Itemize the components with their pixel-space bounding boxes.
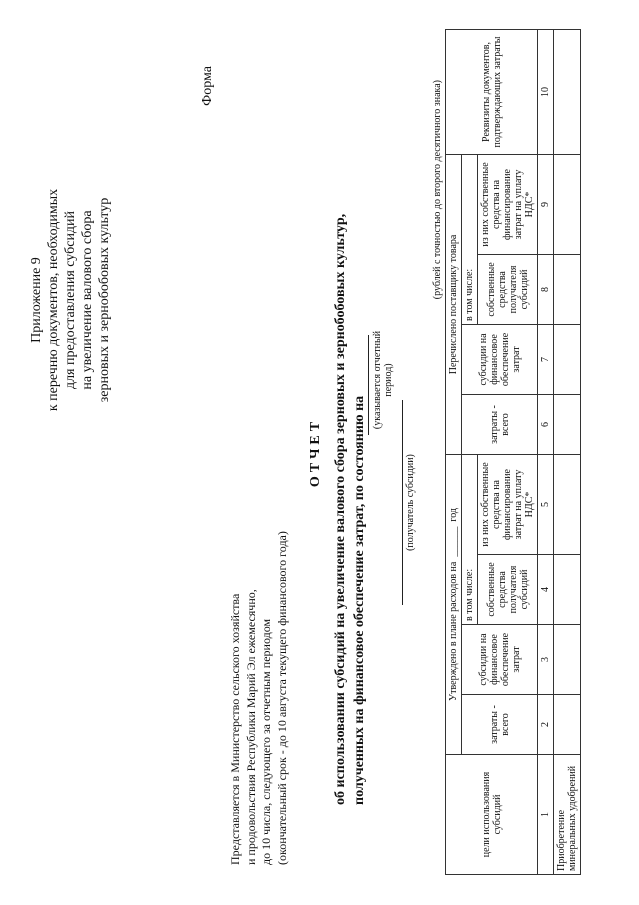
column-number: 10 xyxy=(538,29,554,154)
column-numbers-row xyxy=(538,29,554,874)
submission-line: Представляется в Министерство сельского хозяйства xyxy=(228,593,242,865)
period-fill-line[interactable] xyxy=(368,335,369,435)
column-number: 7 xyxy=(538,324,554,394)
appendix-line: для предоставления субсидий xyxy=(63,210,78,390)
header-row-2 xyxy=(462,29,478,874)
table-cell[interactable] xyxy=(554,625,581,695)
column-number: 1 xyxy=(538,755,554,875)
appendix-line: к перечню документов, необходимых xyxy=(46,188,61,412)
header-vat-paid: из них собственные средства на финансирование затрат на уплату НДС* xyxy=(478,154,538,254)
column-number: 6 xyxy=(538,394,554,454)
header-own-paid: собственные средства получателя субсидий xyxy=(478,254,538,324)
table-cell[interactable] xyxy=(554,324,581,394)
column-number: 8 xyxy=(538,254,554,324)
header-subsidy-paid: субсидии на финансовое обеспечение затрат xyxy=(462,324,538,394)
table-cell[interactable] xyxy=(554,254,581,324)
period-hint: (указывается отчетный период) xyxy=(372,330,394,430)
header-total-plan: затраты - всего xyxy=(462,695,538,755)
table-cell[interactable] xyxy=(554,29,581,154)
report-title: ОТЧЕТ xyxy=(308,417,323,488)
row-label: Приобретение минеральных удобрений xyxy=(554,755,581,875)
header-docs: Реквизиты документов, подтверждающих затраты xyxy=(446,29,538,154)
recipient-fill-line[interactable] xyxy=(402,400,403,605)
table-cell[interactable] xyxy=(554,555,581,625)
table-cell[interactable] xyxy=(554,454,581,554)
column-number: 2 xyxy=(538,695,554,755)
report-subtitle-line1: об использовании субсидий на увеличение валового сбора зерновых и зернобобовых культур, xyxy=(333,213,348,805)
submission-line: (окончательный срок - до 10 августа текущего финансового года) xyxy=(274,531,289,865)
table-cell[interactable] xyxy=(554,695,581,755)
table-row xyxy=(554,29,581,874)
submission-line: и продовольствия Республики Марий Эл ежемесячно, xyxy=(243,589,258,865)
report-table xyxy=(445,29,581,875)
header-plan-text-a: Утверждено в плане расходов на xyxy=(448,561,459,701)
header-incl-paid: в том числе: xyxy=(462,154,478,324)
header-incl-plan: в том числе: xyxy=(462,454,478,624)
submission-instructions xyxy=(228,505,290,865)
appendix-block xyxy=(28,110,113,490)
report-subtitle-line2: полученных на финансовое обеспечение затрат, по состоянию на xyxy=(352,395,367,805)
column-number: 9 xyxy=(538,154,554,254)
header-plan-group: Утверждено в плане расходов на ______ год xyxy=(446,454,462,754)
appendix-line: на увеличение валового сбора xyxy=(80,210,95,390)
header-plan-text-b: год xyxy=(448,508,459,522)
table-cell[interactable] xyxy=(554,394,581,454)
column-number: 4 xyxy=(538,555,554,625)
precision-note: (рублей с точностью до второго десятичного знака) xyxy=(432,80,443,300)
header-paid-group: Перечислено поставщику товара xyxy=(446,154,462,454)
header-total-paid: затраты - всего xyxy=(462,394,538,454)
submission-line: до 10 числа, следующего за отчетным периодом xyxy=(259,618,273,865)
header-subsidy-plan: субсидии на финансовое обеспечение затрат xyxy=(462,625,538,695)
header-vat-plan: из них собственные средства на финансирование затрат на уплату НДС* xyxy=(478,454,538,554)
header-purpose: цели использования субсидий xyxy=(446,755,538,875)
column-number: 3 xyxy=(538,625,554,695)
appendix-line: зерновых и зернобобовых культур xyxy=(97,197,112,403)
header-row-1 xyxy=(446,29,462,874)
appendix-line: Приложение 9 xyxy=(29,257,44,343)
column-number: 5 xyxy=(538,454,554,554)
header-own-plan: собственные средства получателя субсидий xyxy=(478,555,538,625)
form-label: Форма xyxy=(200,66,215,106)
recipient-hint: (получатель субсидии) xyxy=(405,454,416,551)
table-cell[interactable] xyxy=(554,154,581,254)
